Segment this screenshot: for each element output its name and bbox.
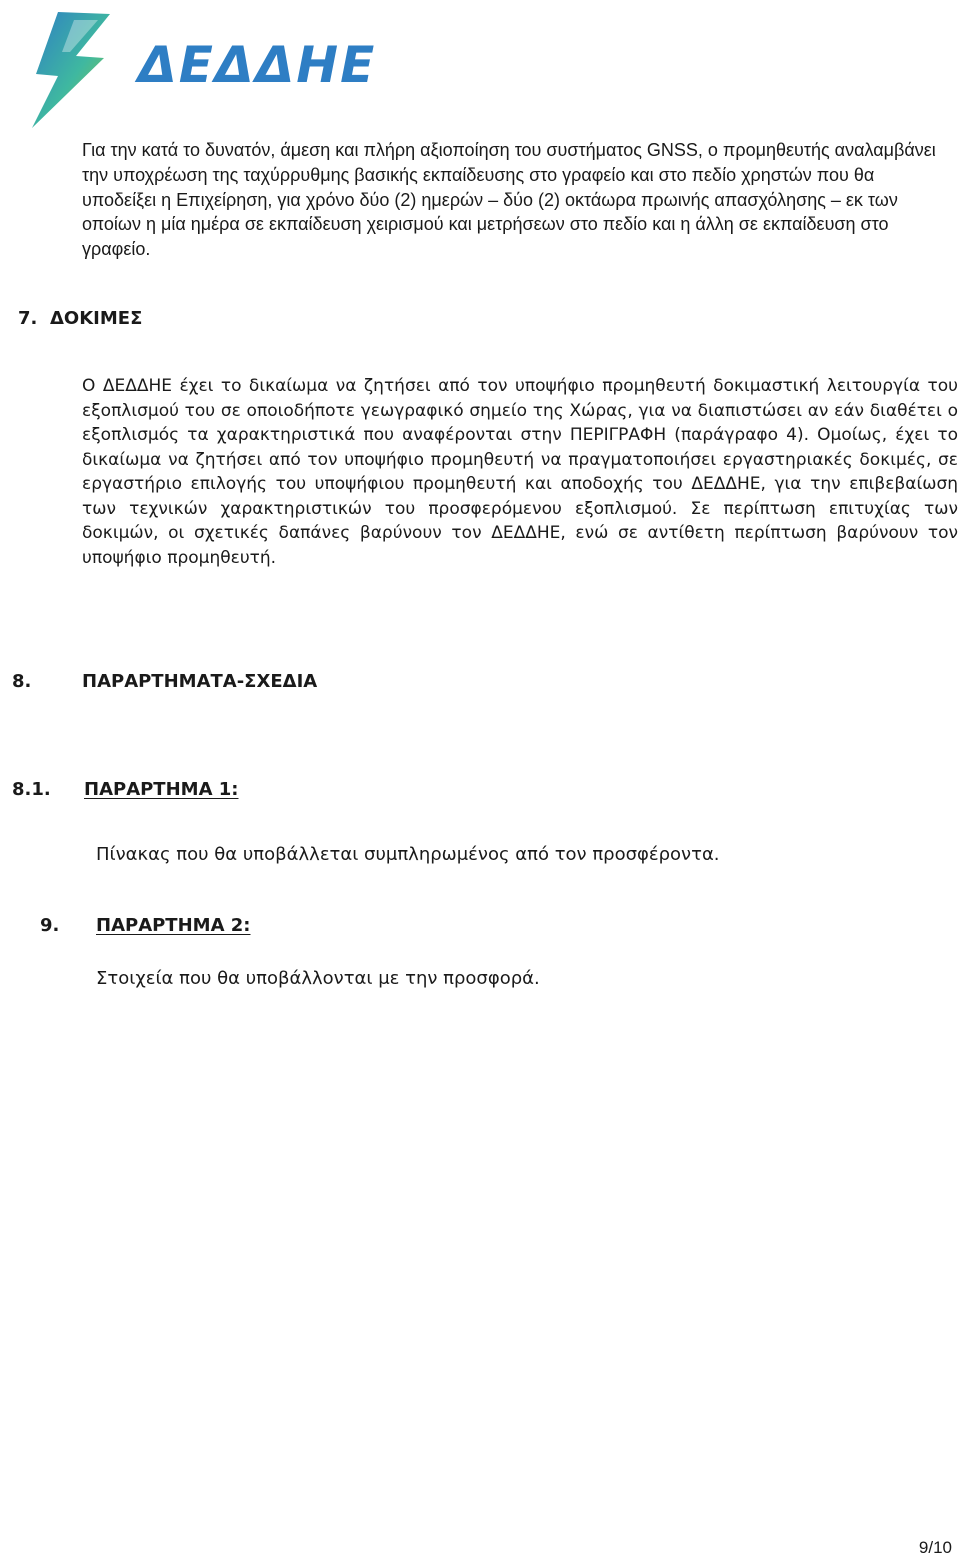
lightning-bolt-icon	[18, 10, 128, 130]
section-7-title: ΔΟΚΙΜΕΣ	[50, 308, 143, 329]
logo-wordmark: ΔΕΔΔΗΕ	[138, 36, 377, 94]
section-8-title: ΠΑΡΑΡΤΗΜΑΤΑ-ΣΧΕΔΙΑ	[82, 671, 318, 692]
company-logo	[18, 10, 377, 130]
section-8-1-heading	[12, 778, 239, 802]
section-8-number: 8.	[12, 671, 32, 692]
section-8-1-number: 8.1.	[12, 779, 51, 800]
page-number: 9/10	[918, 1538, 952, 1557]
annex-1-title: ΠΑΡΑΡΤΗΜΑ 1:	[84, 779, 239, 800]
annex-2-description: Στοιχεία που θα υποβάλλονται με την προσφορά.	[96, 968, 540, 989]
section-7-number: 7.	[18, 308, 38, 329]
section-7-body: Ο ΔΕΔΔΗΕ έχει το δικαίωμα να ζητήσει από τον υποψήφιο προμηθευτή δοκιμαστική λειτουργία του εξοπλισμού του σε οποιοδήποτε γεωγραφικό σημείο της Χώρας, για να διαπιστώσει αν εάν διαθέτει ο εξοπλισμός τα χαρακτηριστικά που αναφέρονται στην ΠΕΡΙΓΡΑΦΗ (παράγραφο 4). Ομοίως, έχει το δικαίωμα να ζητήσει από τον υποψήφιο προμηθευτή να πραγματοποιήσει εργαστηριακές δοκιμές, σε εργαστήριο επιλογής του υποψήφιου προμηθευτή και αποδοχής του ΔΕΔΔΗΕ, για την επιβεβαίωση των τεχνικών χαρακτηριστικών του προσφερόμενου εξοπλισμού. Σε περίπτωση επιτυχίας των δοκιμών, οι σχετικές δαπάνες βαρύνουν τον ΔΕΔΔΗΕ, ενώ σε αντίθετη περίπτωση βαρύνουν τον υποψήφιο προμηθευτή.	[82, 376, 958, 568]
section-9-number: 9.	[40, 915, 60, 936]
section-7-heading	[18, 307, 142, 331]
section-8-heading	[12, 670, 317, 694]
annex-1-description: Πίνακας που θα υποβάλλεται συμπληρωμένος από τον προσφέροντα.	[96, 844, 720, 865]
section-9-heading	[40, 914, 251, 938]
intro-paragraph: Για την κατά το δυνατόν, άμεση και πλήρη αξιοποίηση του συστήματος GNSS, ο προμηθευτής αναλαμβάνει την υποχρέωση της ταχύρρυθμης βασικής εκπαίδευσης στο γραφείο και στο πεδίο χρηστών που θα υποδείξει η Επιχείρηση, για χρόνο δύο (2) ημερών – δύο (2) οκτάωρα πρωινής απασχόλησης – εκ των οποίων η μία ημέρα σε εκπαίδευση χειρισμού και μετρήσεων στο πεδίο και η άλλη σε εκπαίδευση στο γραφείο.	[82, 140, 936, 260]
annex-2-title: ΠΑΡΑΡΤΗΜΑ 2:	[96, 915, 251, 936]
